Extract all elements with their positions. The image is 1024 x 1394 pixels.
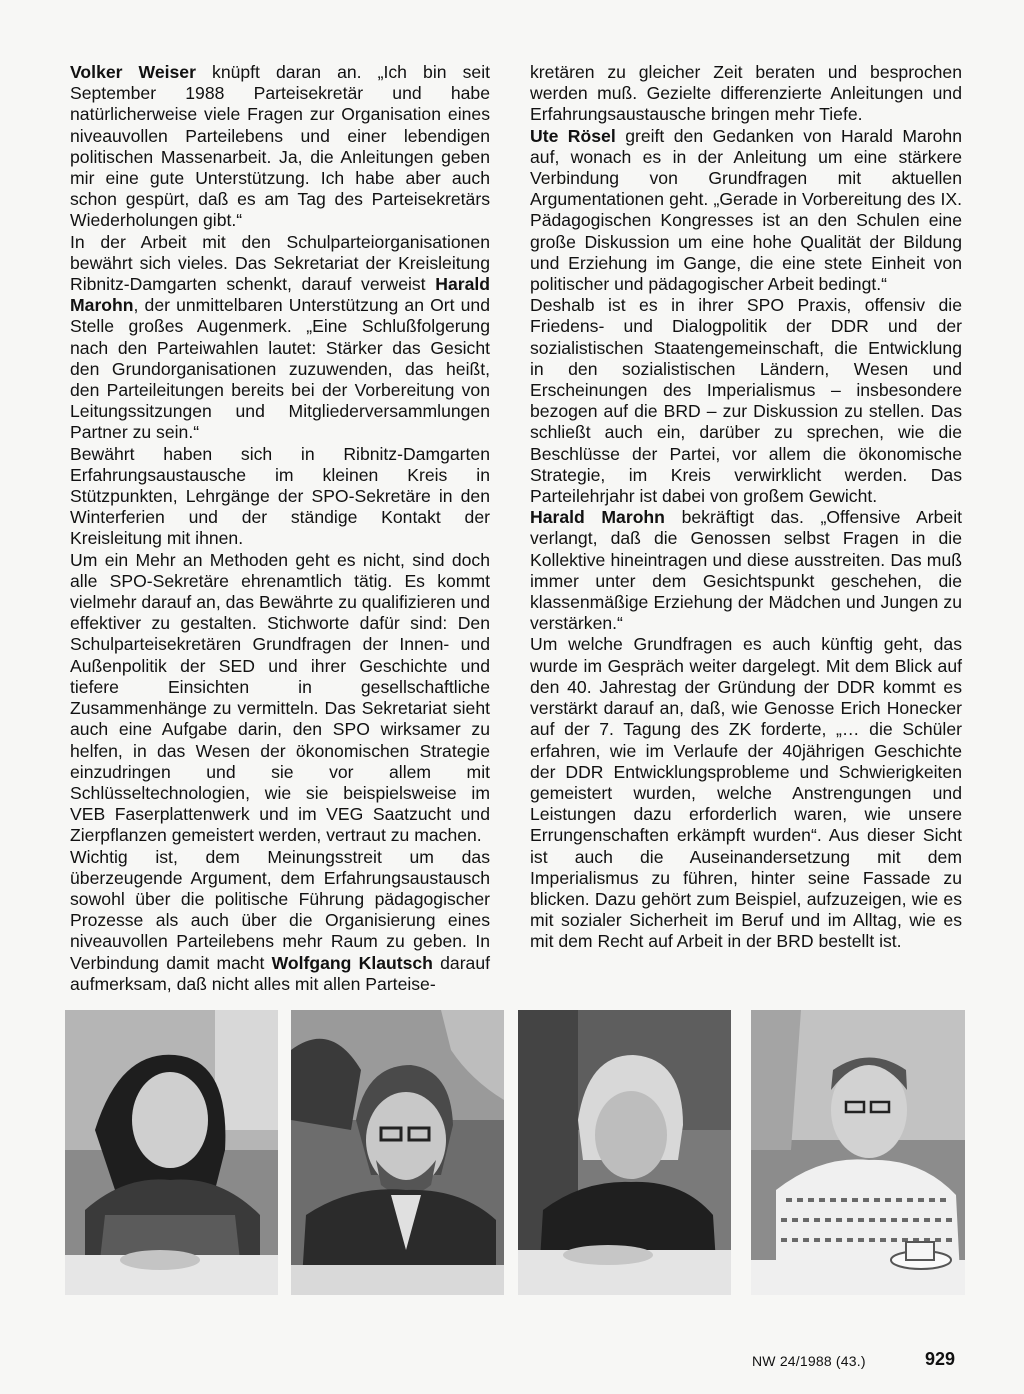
speaker-name: Volker Weiser: [70, 62, 196, 82]
paragraph: [530, 507, 962, 634]
portrait-photo-man-patterned-sweater: [751, 1010, 965, 1295]
paragraph-text: Wichtig ist, dem Meinungsstreit um das überzeugende Argument, dem Erfahrungsaustausch sowohl über die politische Führung pädagogischer Prozesse als auch über die Organisierung eines niveauvollen Parteilebens mehr Raum zu geben. In Verbindung damit macht: [70, 846, 490, 973]
portrait-photo-woman-patterned-sweater: [65, 1010, 278, 1295]
paragraph-text: kretären zu gleicher Zeit beraten und besprochen werden muß. Gezielte differenzierte Anleitungen und Erfahrungsaustausche bringen mehr Tiefe.: [530, 62, 962, 125]
paragraph-text: Um welche Grundfragen es auch künftig geht, das wurde im Gespräch weiter dargelegt. Mit dem Blick auf den 40. Jahrestag der Gründung der DDR kommt es verstärkt darauf an, daß, wie Genosse Erich Honecker auf der 7. Tagung des ZK forderte, „… die Schüler erfahren, wie im Verlaufe der 40jährigen Geschichte der DDR Entwicklungsprobleme und Schwierigkeiten gemeistert wurden, welche Anstrengungen und Leistungen dazu erforderlich waren, wie unsere Errungenschaften erkämpft wurden“. Aus dieser Sicht ist auch die Auseinandersetzung mit dem Imperialismus zu führen, hinter seine Fassade zu blicken. Dazu gehört zum Beispiel, aufzuzeigen, wie es mit sozialer Sicherheit im Beruf und im Alltag, wie es mit dem Recht auf Arbeit in der BRD bestellt ist.: [530, 634, 962, 952]
paragraph: [70, 444, 490, 550]
paragraph: [70, 232, 490, 444]
paragraph: [530, 126, 962, 296]
paragraph-text: Bewährt haben sich in Ribnitz-Damgarten Erfahrungsaustausche im kleinen Kreis in Stützpunkten, Lehrgänge der SPO-Sekretäre in den Winterferien und der ständige Kontakt der Kreisleitung mit ihnen.: [70, 443, 490, 549]
paragraph-text: darauf aufmerksam, daß nicht alles mit allen Parteise-: [70, 952, 491, 994]
paragraph: [530, 634, 962, 952]
page-number: 929: [925, 1349, 956, 1369]
speaker-name: Ute Rösel: [530, 125, 616, 146]
paragraph-text: bekräftigt das. „Offensive Arbeit verlangt, daß die Genossen selbst Fragen in die Kollektive hineintragen und diese ausstreiten. Das muß immer unter dem Gesichtspunkt geschehen, die klassenmäßige Erziehung der Mädchen und Jungen zu verstärken.“: [530, 507, 962, 634]
paragraph: [530, 62, 962, 126]
portrait-photo-woman-light-hair: [518, 1010, 731, 1295]
paragraph: [530, 295, 962, 507]
speaker-name: Wolfgang Klautsch: [271, 952, 433, 973]
speaker-name: Harald Marohn: [530, 507, 665, 528]
paragraph: [70, 847, 490, 995]
paragraph-text: greift den Gedanken von Harald Marohn auf, wonach es in der Anleitung um eine stärkere Verbindung von Grundfragen mit aktuellen Argumentationen geht. „Gerade in Vorbereitung des IX. Pädagogischen Kongresses ist an den Schulen eine große Diskussion um eine hohe Qualität der Bildung und Erziehung im Gange, die eine stete Einheit von politischer und pädagogischer Arbeit bedingt.“: [530, 125, 962, 295]
photo-strip: [65, 1010, 965, 1295]
issue-reference: NW 24/1988 (43.): [752, 1353, 866, 1369]
paragraph: [70, 62, 490, 232]
portrait-photo-man-glasses-beard: [291, 1010, 504, 1295]
right-column: [530, 62, 962, 953]
paragraph-text: In der Arbeit mit den Schulparteiorganisationen bewährt sich vieles. Das Sekretariat der Kreisleitung Ribnitz-Damgarten schenkt, darauf verweist: [70, 231, 490, 295]
paragraph-text: Um ein Mehr an Methoden geht es nicht, sind doch alle SPO-Sekretäre ehrenamtlich tätig. Es kommt vielmehr darauf an, das Bewährte zu qualifizieren und effektiver zu gestalten. Stichworte dafür sind: Den Schulparteisekretären Grundfragen der Innen- und Außenpolitik der SED und ihrer Geschichte und tiefere Einsichten in gesellschaftliche Zusammenhänge zu vermitteln. Das Sekretariat sieht auch eine Aufgabe darin, den SPO wirksamer zu helfen, in das Wesen der ökonomischen Strategie einzudringen und sie vor allem mit Schlüsseltechnologien, wie sie beispielsweise im VEB Faserplattenwerk und im VEG Saatzucht und Zierpflanzen gemeistert werden, vertraut zu machen.: [70, 549, 490, 846]
paragraph-text: Deshalb ist es in ihrer SPO Praxis, offensiv die Friedens- und Dialogpolitik der DDR und der sozialistischen Staatengemeinschaft, die Entwicklung in den sozialistischen Ländern, Wesen und Erscheinungen des Imperialismus – insbesondere bezogen auf die BRD – zur Diskussion zu stellen. Das schließt auch ein, darüber zu sprechen, wie die Beschlüsse der Partei, vor allem die ökonomische Strategie, im Kreis verwirklicht werden. Das Parteilehrjahr ist dabei von großem Gewicht.: [530, 295, 962, 507]
speaker-name: Harald Marohn: [70, 274, 490, 316]
paragraph-text: knüpft daran an. „Ich bin seit September 1988 Parteisekretär und habe natürlicherweise viele Fragen zur Organisation eines niveauvollen Parteilebens und einer lebendigen politischen Massenarbeit. Ja, die Anleitungen geben mir eine gute Unterstützung. Ich habe aber auch schon gespürt, daß es am Tag des Parteisekretärs Wiederholungen gibt.“: [70, 62, 490, 231]
paragraph: [70, 550, 490, 847]
paragraph-text: , der unmittelbaren Unterstützung an Ort und Stelle großes Augenmerk. „Eine Schlußfolgerung nach den Parteiwahlen lautet: Stärker das Gesicht den Grundorganisationen zuzuwenden, das heißt, den Parteileitungen bereits bei der Vorbereitung von Leitungssitzungen und Mitgliederversammlungen Partner zu sein.“: [70, 295, 490, 443]
left-column: [70, 62, 490, 995]
